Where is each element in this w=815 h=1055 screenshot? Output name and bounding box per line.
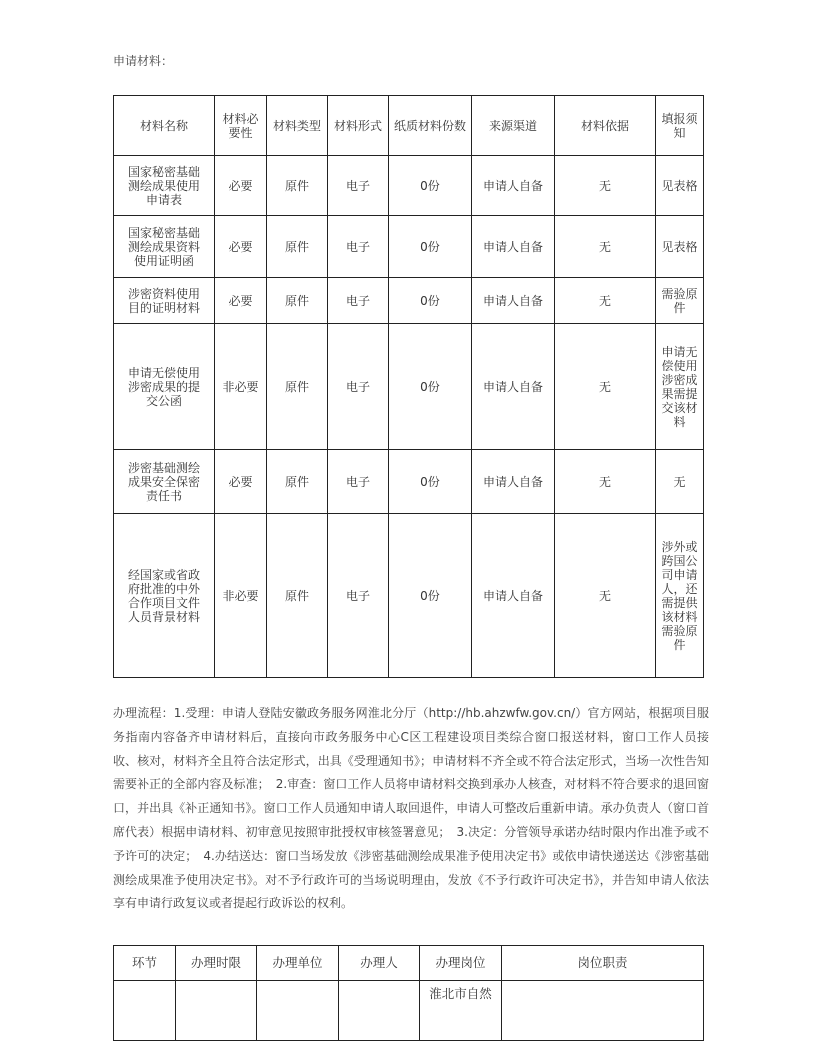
header-name: 材料名称	[114, 96, 215, 156]
material-source: 申请人自备	[472, 278, 555, 324]
material-form: 电子	[328, 450, 389, 514]
workflow-post: 淮北市自然	[420, 981, 502, 1041]
material-source: 申请人自备	[472, 514, 555, 678]
material-required: 非必要	[215, 324, 267, 450]
material-name: 国家秘密基础测绘成果使用申请表	[114, 156, 215, 216]
material-form: 电子	[328, 514, 389, 678]
header-copies: 纸质材料份数	[389, 96, 472, 156]
materials-table	[113, 95, 704, 678]
material-name: 申请无偿使用涉密成果的提交公函	[114, 324, 215, 450]
material-form: 电子	[328, 216, 389, 278]
material-basis: 无	[555, 450, 656, 514]
header-time-limit: 办理时限	[176, 946, 257, 981]
header-duty: 岗位职责	[502, 946, 704, 981]
material-type: 原件	[267, 278, 328, 324]
workflow-table	[113, 945, 704, 1041]
material-required: 必要	[215, 156, 267, 216]
header-basis: 材料依据	[555, 96, 656, 156]
material-notes: 见表格	[656, 156, 704, 216]
table-row	[114, 514, 704, 678]
material-copies: 0份	[389, 514, 472, 678]
material-required: 必要	[215, 278, 267, 324]
material-copies: 0份	[389, 278, 472, 324]
material-type: 原件	[267, 216, 328, 278]
header-required: 材料必要性	[215, 96, 267, 156]
header-post: 办理岗位	[420, 946, 502, 981]
workflow-header-row	[114, 946, 704, 981]
material-basis: 无	[555, 156, 656, 216]
material-basis: 无	[555, 514, 656, 678]
material-name: 经国家或省政府批准的中外合作项目文件人员背景材料	[114, 514, 215, 678]
material-copies: 0份	[389, 156, 472, 216]
workflow-stage	[114, 981, 176, 1041]
workflow-handler	[339, 981, 420, 1041]
header-notes: 填报须知	[656, 96, 704, 156]
table-row	[114, 981, 704, 1041]
material-copies: 0份	[389, 324, 472, 450]
table-row	[114, 156, 704, 216]
material-required: 必要	[215, 216, 267, 278]
material-notes: 涉外或跨国公司申请人，还需提供该材料需验原件	[656, 514, 704, 678]
material-name: 国家秘密基础测绘成果资料使用证明函	[114, 216, 215, 278]
header-source: 来源渠道	[472, 96, 555, 156]
material-source: 申请人自备	[472, 156, 555, 216]
header-type: 材料类型	[267, 96, 328, 156]
workflow-time-limit	[176, 981, 257, 1041]
material-source: 申请人自备	[472, 324, 555, 450]
table-row	[114, 324, 704, 450]
material-required: 非必要	[215, 514, 267, 678]
header-stage: 环节	[114, 946, 176, 981]
material-form: 电子	[328, 324, 389, 450]
material-form: 电子	[328, 278, 389, 324]
process-description: 办理流程：1.受理：申请人登陆安徽政务服务网淮北分厅（http://hb.ahzwfw.gov.cn/）官方网站，根据项目服务指南内容备齐申请材料后，直接向市政务服务中心C区工程建设项目类综合窗口报送材料，窗口工作人员接收、核对，材料齐全且符合法定形式，出具《受理通知书》；申请材料不齐全或不符合法定形式，当场一次性告知需要补正的全部内容及标准； 2.审查：窗口工作人员将申请材料交换到承办人核查，对材料不符合要求的退回窗口，并出具《补正通知书》。窗口工作人员通知申请人取回退件，申请人可整改后重新申请。承办负责人（窗口首席代表）根据申请材料、初审意见按照审批授权审核签署意见； 3.决定：分管领导承诺办结时限内作出准予或不予许可的决定； 4.办结送达：窗口当场发放《涉密基础测绘成果准予使用决定书》或依申请快递送达《涉密基础测绘成果准予使用决定书》。对不予行政许可的当场说明理由，发放《不予行政许可决定书》，并告知申请人依法享有申请行政复议或者提起行政诉讼的权利。	[113, 706, 709, 911]
header-unit: 办理单位	[257, 946, 339, 981]
material-notes: 无	[656, 450, 704, 514]
header-handler: 办理人	[339, 946, 420, 981]
material-source: 申请人自备	[472, 216, 555, 278]
table-row	[114, 278, 704, 324]
material-basis: 无	[555, 216, 656, 278]
material-notes: 需验原件	[656, 278, 704, 324]
material-notes: 见表格	[656, 216, 704, 278]
section-label: 申请材料：	[113, 54, 174, 68]
workflow-duty	[502, 981, 704, 1041]
material-copies: 0份	[389, 450, 472, 514]
material-name: 涉密资料使用目的证明材料	[114, 278, 215, 324]
table-row	[114, 216, 704, 278]
material-copies: 0份	[389, 216, 472, 278]
material-basis: 无	[555, 324, 656, 450]
material-type: 原件	[267, 324, 328, 450]
material-source: 申请人自备	[472, 450, 555, 514]
material-type: 原件	[267, 514, 328, 678]
material-type: 原件	[267, 450, 328, 514]
material-type: 原件	[267, 156, 328, 216]
material-form: 电子	[328, 156, 389, 216]
materials-header-row	[114, 96, 704, 156]
table-row	[114, 450, 704, 514]
material-name: 涉密基础测绘成果安全保密责任书	[114, 450, 215, 514]
workflow-unit	[257, 981, 339, 1041]
material-basis: 无	[555, 278, 656, 324]
material-required: 必要	[215, 450, 267, 514]
header-form: 材料形式	[328, 96, 389, 156]
material-notes: 申请无偿使用涉密成果需提交该材料	[656, 324, 704, 450]
